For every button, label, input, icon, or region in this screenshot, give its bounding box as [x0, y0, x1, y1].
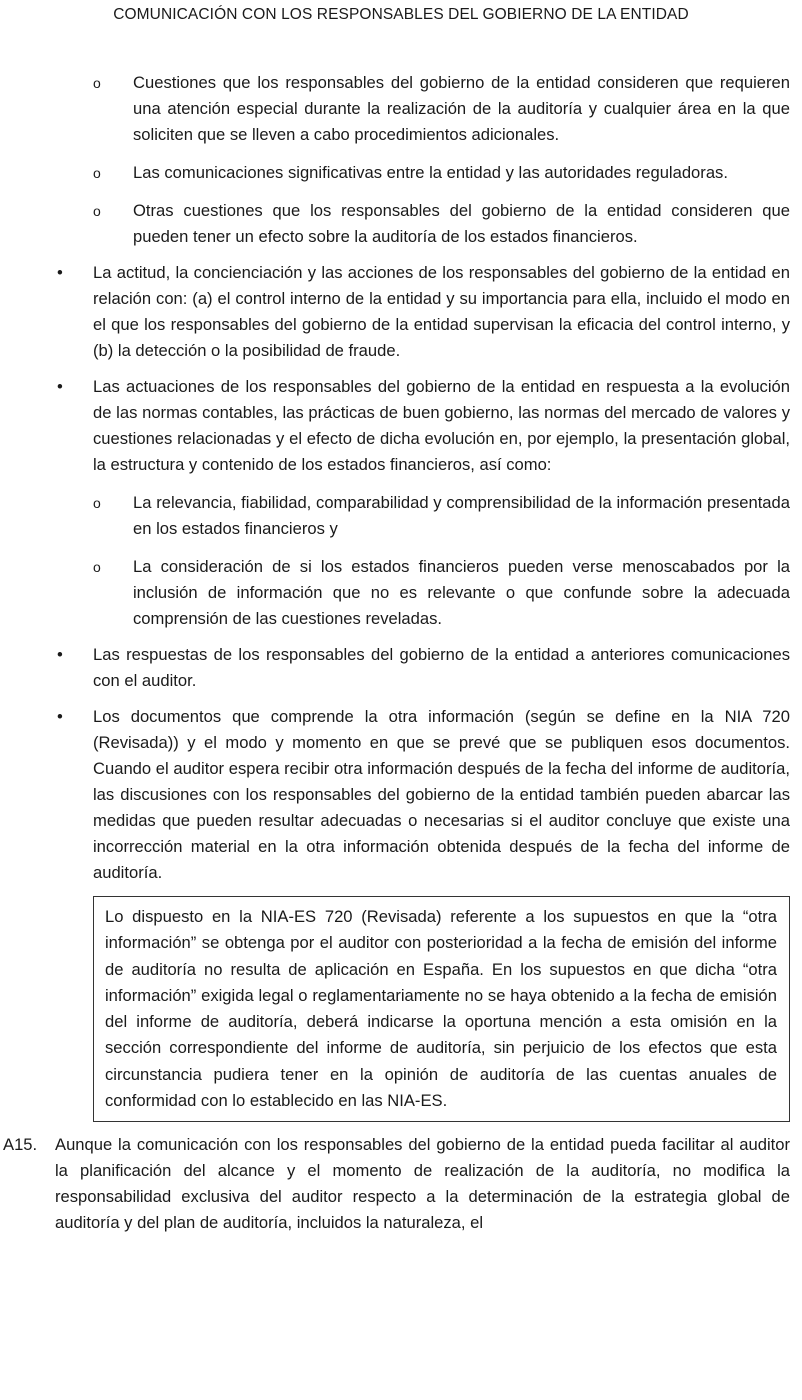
list-item-text: Los documentos que comprende la otra información (según se define en la NIA 720 (Revisada)) y el modo y momento en que se prevé que se publiquen esos documentos. Cuando el auditor espera recibir otra información después de la fecha del informe de auditoría, las discusiones con los responsables del gobierno de la entidad también pueden abarcar las medidas que pueden resultar adecuadas o necesarias si el auditor concluye que existe una incorrección material en la otra información obtenida después de la fecha del informe de auditoría.: [93, 707, 790, 882]
page-header: COMUNICACIÓN CON LOS RESPONSABLES DEL GOBIERNO DE LA ENTIDAD: [113, 6, 689, 23]
list-item: [93, 490, 790, 542]
list-item: [57, 260, 790, 364]
list-item: [57, 642, 790, 694]
sub-bullet-marker: o: [93, 203, 101, 219]
paragraph-text: Aunque la comunicación con los responsables del gobierno de la entidad pueda facilitar al auditor la planificación del alcance y el momento de realización de la auditoría, no modifica la responsabilidad exclusiva del auditor respecto a la determinación de la estrategia global de auditoría y del plan de auditoría, incluidos la naturaleza, el: [55, 1135, 790, 1233]
sub-bullet-marker: o: [93, 75, 101, 91]
sub-bullet-marker: o: [93, 495, 101, 511]
list-item: [93, 198, 790, 250]
numbered-paragraph: [3, 1132, 790, 1236]
sub-bullet-marker: o: [93, 559, 101, 575]
bullet-marker: •: [57, 707, 63, 726]
list-item-text: Otras cuestiones que los responsables del gobierno de la entidad consideren que pueden tener un efecto sobre la auditoría de los estados financieros.: [133, 201, 790, 246]
list-item-text: Las respuestas de los responsables del gobierno de la entidad a anteriores comunicaciones con el auditor.: [93, 645, 790, 690]
list-item: [93, 160, 790, 186]
list-item-text: La relevancia, fiabilidad, comparabilidad y comprensibilidad de la información presentada en los estados financieros y: [133, 493, 790, 538]
sub-bullet-marker: o: [93, 165, 101, 181]
list-item-text: Cuestiones que los responsables del gobierno de la entidad consideren que requieren una atención especial durante la realización de la auditoría y cualquier área en la que soliciten que se lleven a cabo procedimientos adicionales.: [133, 73, 790, 144]
list-item: [57, 374, 790, 478]
list-item-text: La consideración de si los estados financieros pueden verse menoscabados por la inclusión de información que no es relevante o que confunde sobre la adecuada comprensión de las cuestiones reveladas.: [133, 557, 790, 628]
list-item: [93, 554, 790, 632]
note-box: Lo dispuesto en la NIA-ES 720 (Revisada) referente a los supuestos en que la “otra información” se obtenga por el auditor con posterioridad a la fecha de emisión del informe de auditoría no resulta de aplicación en España. En los supuestos en que dicha “otra información” exigida legal o reglamentariamente no se haya obtenido a la fecha de emisión del informe de auditoría, deberá indicarse la oportuna mención a esta omisión en la sección correspondiente del informe de auditoría, sin perjuicio de los efectos que esta circunstancia pudiera tener en la opinión de auditoría de las cuentas anuales de conformidad con lo establecido en las NIA-ES.: [93, 896, 790, 1122]
bullet-marker: •: [57, 377, 63, 396]
list-item: [93, 70, 790, 148]
bullet-marker: •: [57, 645, 63, 664]
paragraph-number: A15.: [3, 1135, 38, 1155]
bullet-marker: •: [57, 263, 63, 282]
list-item-text: Las actuaciones de los responsables del gobierno de la entidad en respuesta a la evolución de las normas contables, las prácticas de buen gobierno, las normas del mercado de valores y cuestiones relacionadas y el efecto de dicha evolución en, por ejemplo, la presentación global, la estructura y contenido de los estados financieros, así como:: [93, 377, 790, 474]
list-item-text: La actitud, la concienciación y las acciones de los responsables del gobierno de la entidad en relación con: (a) el control interno de la entidad y su importancia para ella, incluido el modo en el que los responsables del gobierno de la entidad supervisan la eficacia del control interno, y (b) la detección o la posibilidad de fraude.: [93, 263, 790, 360]
list-item: [57, 704, 790, 886]
document-body: [0, 70, 802, 1236]
list-item-text: Las comunicaciones significativas entre la entidad y las autoridades reguladoras.: [133, 163, 728, 182]
